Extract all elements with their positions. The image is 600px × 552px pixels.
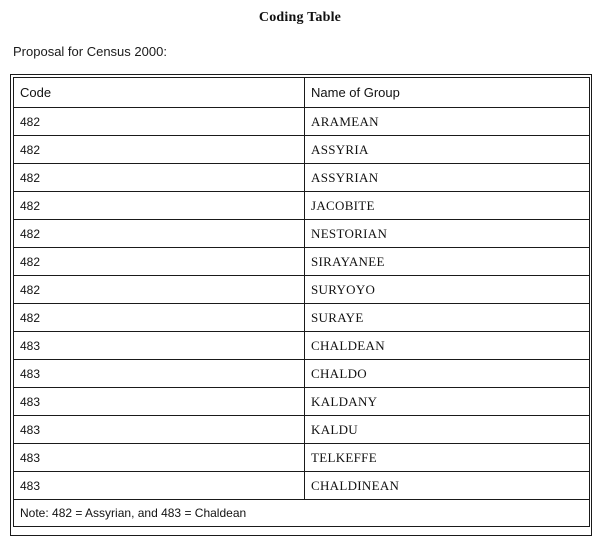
table-note: Note: 482 = Assyrian, and 483 = Chaldean [14,500,590,527]
table-header-row [14,78,590,108]
table-row [14,108,590,136]
code-cell: 483 [14,332,305,360]
table-row [14,220,590,248]
column-header-code: Code [14,78,305,108]
table-row [14,192,590,220]
code-cell: 483 [14,360,305,388]
table-row [14,332,590,360]
code-cell: 482 [14,164,305,192]
group-name-cell: TELKEFFE [305,444,590,472]
code-cell: 482 [14,192,305,220]
code-cell: 483 [14,472,305,500]
table-row [14,248,590,276]
code-cell: 483 [14,388,305,416]
code-cell: 483 [14,416,305,444]
code-cell: 482 [14,220,305,248]
code-cell: 482 [14,248,305,276]
proposal-subtitle: Proposal for Census 2000: [13,44,167,59]
note-row [14,500,590,527]
code-cell: 482 [14,304,305,332]
code-cell: 482 [14,136,305,164]
code-cell: 483 [14,444,305,472]
table-row [14,444,590,472]
coding-table [13,77,590,527]
group-name-cell: CHALDO [305,360,590,388]
table-row [14,136,590,164]
table-row [14,416,590,444]
table-body [14,108,590,500]
group-name-cell: CHALDINEAN [305,472,590,500]
group-name-cell: SURYOYO [305,276,590,304]
group-name-cell: KALDU [305,416,590,444]
table-row [14,164,590,192]
page-title: Coding Table [258,10,342,25]
group-name-cell: SURAYE [305,304,590,332]
group-name-cell: NESTORIAN [305,220,590,248]
table-row [14,472,590,500]
group-name-cell: CHALDEAN [305,332,590,360]
table-row [14,360,590,388]
table-row [14,304,590,332]
column-header-name-of-group: Name of Group [305,78,590,108]
code-cell: 482 [14,108,305,136]
group-name-cell: JACOBITE [305,192,590,220]
table-row [14,276,590,304]
group-name-cell: SIRAYANEE [305,248,590,276]
group-name-cell: KALDANY [305,388,590,416]
group-name-cell: ASSYRIAN [305,164,590,192]
group-name-cell: ARAMEAN [305,108,590,136]
table-row [14,388,590,416]
code-cell: 482 [14,276,305,304]
group-name-cell: ASSYRIA [305,136,590,164]
